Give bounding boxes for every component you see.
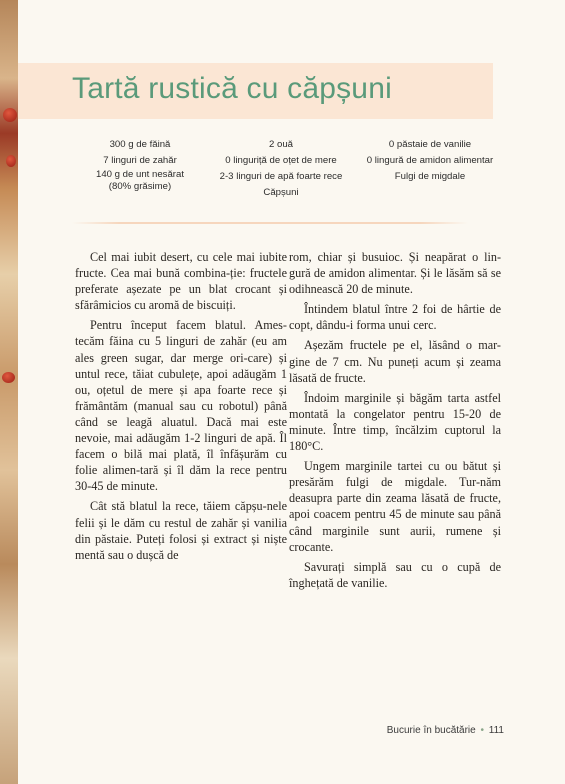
- ingredient-item: 300 g de făină: [109, 139, 171, 150]
- body-paragraph: Cel mai iubit desert, cu cele mai iubite fructe. Cea mai bună combina-ție: fructele preferate așezate pe un blat crocant și sfărâmicios cu aromă de biscuiți.: [75, 250, 287, 313]
- body-paragraph: Ungem marginile tartei cu ou bătut și presărăm fulgi de migdale. Tur-năm deasupra parte din zeama lăsată de fructe, apoi coacem pentru 45 de minute sau până când marginile sunt aurii, rumene și crocante.: [289, 459, 501, 554]
- ingredients-column-2: [213, 137, 349, 201]
- ingredient-item: Căpșuni: [263, 187, 299, 198]
- ingredients-column-3: [358, 137, 502, 185]
- footer-separator: •: [480, 725, 485, 736]
- body-column-right: [289, 249, 501, 595]
- body-column-left: [75, 249, 287, 567]
- body-paragraph: Pentru început facem blatul. Ames-tecăm făina cu 5 linguri de zahăr (eu am ales green sugar, dar merge ori-care) și untul rece, tăiat cubulețe, apoi adăugăm 1 ou, oțetul de mere și apa foarte rece și frământăm (manual sau cu robotul) până când se leagă aluatul. Dacă mai este nevoie, mai adăugăm 1-2 linguri de apă. Îl facem o bilă mai plată, îl înfășurăm cu folie alimen-tară și îl dăm la rece pentru 30-45 de minute.: [75, 318, 287, 494]
- ingredients-column-1: [80, 137, 200, 193]
- page-footer: [387, 725, 504, 736]
- strawberry-image: [6, 155, 16, 167]
- ingredient-item: 140 g de unt nesărat: [95, 169, 184, 180]
- section-divider: [72, 222, 468, 224]
- body-paragraph: Cât stă blatul la rece, tăiem căpșu-nele felii și le dăm cu restul de zahăr și vanilia din păstaie. Puteți folosi și extract și niște mentă sau o dușcă de: [75, 499, 287, 562]
- body-paragraph: Savurați simplă sau cu o cupă de înghețată de vanilie.: [289, 559, 501, 590]
- ingredient-item: 0 păstaie de vanilie: [388, 139, 472, 150]
- body-paragraph: Întindem blatul între 2 foi de hârtie de copt, dându-i forma unui cerc.: [289, 302, 501, 333]
- ingredient-item: 0 lingură de amidon alimentar: [366, 155, 494, 166]
- body-paragraph: Așezăm fructele pe el, lăsând o mar-gine de 7 cm. Nu puneți acum și zeama lăsată de fructe.: [289, 338, 501, 385]
- ingredient-item: (80% grăsime): [108, 181, 172, 192]
- body-paragraph: Îndoim marginile și băgăm tarta astfel montată la congelator pentru 15-20 de minute. Între timp, încălzim cuptorul la 180°C.: [289, 390, 501, 454]
- page-number: 111: [488, 725, 504, 736]
- ingredient-item: 2-3 linguri de apă foarte rece: [219, 171, 343, 182]
- body-paragraph: rom, chiar și busuioc. Și neapărat o lin-gură de amidon alimentar. Și le lăsăm să se odihnească 20 de minute.: [289, 250, 501, 297]
- ingredient-item: Fulgi de migdale: [394, 171, 466, 182]
- food-photo-strip: [0, 0, 18, 784]
- strawberry-image: [2, 372, 15, 383]
- ingredient-item: 7 linguri de zahăr: [103, 155, 177, 166]
- book-title: Bucurie în bucătărie: [386, 725, 476, 736]
- ingredient-item: 2 ouă: [268, 139, 293, 150]
- strawberry-image: [3, 108, 17, 122]
- recipe-title: Tartă rustică cu căpșuni: [72, 72, 392, 105]
- ingredient-item: 0 linguriță de oțet de mere: [225, 155, 337, 166]
